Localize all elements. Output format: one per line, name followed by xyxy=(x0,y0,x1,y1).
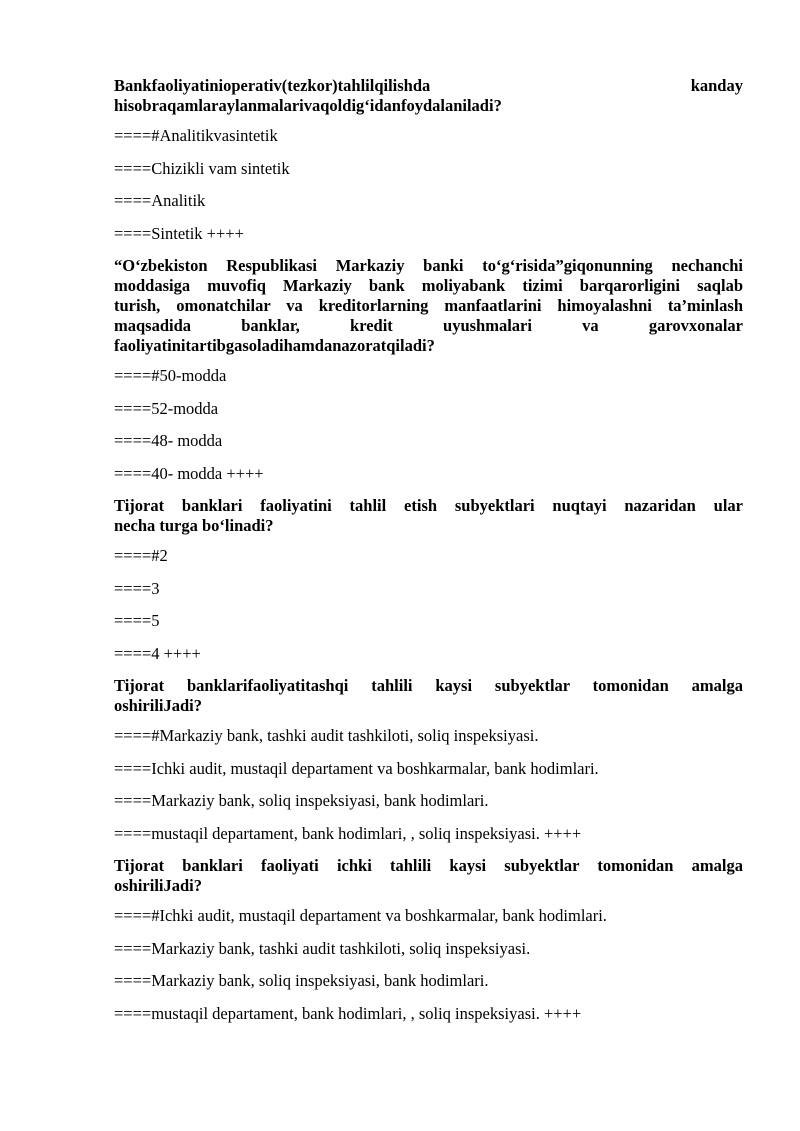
question-text xyxy=(114,256,743,356)
question-line: Tijorat banklarifaoliyatitashqi tahlili kaysi subyektlar tomonidan amalga xyxy=(114,676,743,695)
question-line: Bankfaoliyatinioperativ(tezkor)tahlilqilishda kanday xyxy=(114,76,743,95)
answer-option: ====Markaziy bank, soliq inspeksiyasi, bank hodimlari. xyxy=(114,971,489,990)
answer-option: ====Analitik xyxy=(114,191,206,210)
answer-option: ====#50-modda xyxy=(114,366,227,385)
question-text xyxy=(114,496,743,536)
answer-option: ====3 xyxy=(114,578,160,598)
question-text xyxy=(114,76,743,116)
question-line: “O‘zbekiston Respublikasi Markaziy banki to‘g‘risida”giqonunning nechanchi xyxy=(114,256,743,275)
question-text xyxy=(114,676,743,716)
answer-option: ====mustaqil departament, bank hodimlari, , soliq inspeksiyasi. ++++ xyxy=(114,823,582,843)
answer-option: ====#Ichki audit, mustaqil departament va boshkarmalar, bank hodimlari. xyxy=(114,906,607,925)
question-block xyxy=(114,856,743,1024)
question-line: Tijorat banklari faoliyatini tahlil etish subyektlari nuqtayi nazaridan ular xyxy=(114,496,743,515)
answer-option: ====Chizikli vam sintetik xyxy=(114,158,290,178)
question-line: oshiriliJadi? xyxy=(114,876,203,895)
answer-option: ====#2 xyxy=(114,546,168,565)
answer-option: ====Markaziy bank, tashki audit tashkiloti, soliq inspeksiyasi. xyxy=(114,938,531,958)
question-line: moddasiga muvofiq Markaziy bank moliyabank tizimi barqarorligini saqlab xyxy=(114,276,743,295)
answer-option: ====Ichki audit, mustaqil departament va boshkarmalar, bank hodimlari. xyxy=(114,758,599,778)
answer-option: ====52-modda xyxy=(114,398,219,418)
question-line: oshiriliJadi? xyxy=(114,696,203,715)
question-line: maqsadida banklar, kredit uyushmalari va garovxonalar xyxy=(114,316,743,335)
question-line: turish, omonatchilar va kreditorlarning manfaatlarini himoyalashni ta’minlash xyxy=(114,296,743,315)
question-block xyxy=(114,496,743,664)
document-page xyxy=(114,76,743,1036)
question-line: Tijorat banklari faoliyati ichki tahlili kaysi subyektlar tomonidan amalga xyxy=(114,856,743,875)
answer-option: ====#Markaziy bank, tashki audit tashkiloti, soliq inspeksiyasi. xyxy=(114,726,539,745)
answer-option: ====5 xyxy=(114,611,160,630)
answer-option: ====Sintetik ++++ xyxy=(114,223,244,243)
question-line: necha turga bo‘linadi? xyxy=(114,516,274,535)
question-block xyxy=(114,76,743,244)
answer-option: ====mustaqil departament, bank hodimlari, , soliq inspeksiyasi. ++++ xyxy=(114,1003,582,1023)
answer-option: ====40- modda ++++ xyxy=(114,463,264,483)
question-text xyxy=(114,856,743,896)
answer-option: ====Markaziy bank, soliq inspeksiyasi, bank hodimlari. xyxy=(114,791,489,810)
question-block xyxy=(114,676,743,844)
question-line: hisobraqamlaraylanmalarivaqoldig‘idanfoydalaniladi? xyxy=(114,96,502,115)
question-block xyxy=(114,256,743,484)
answer-option: ====#Analitikvasintetik xyxy=(114,126,278,145)
question-line: faoliyatinitartibgasoladihamdanazoratqiladi? xyxy=(114,336,435,355)
answer-option: ====4 ++++ xyxy=(114,643,201,663)
answer-option: ====48- modda xyxy=(114,431,223,450)
